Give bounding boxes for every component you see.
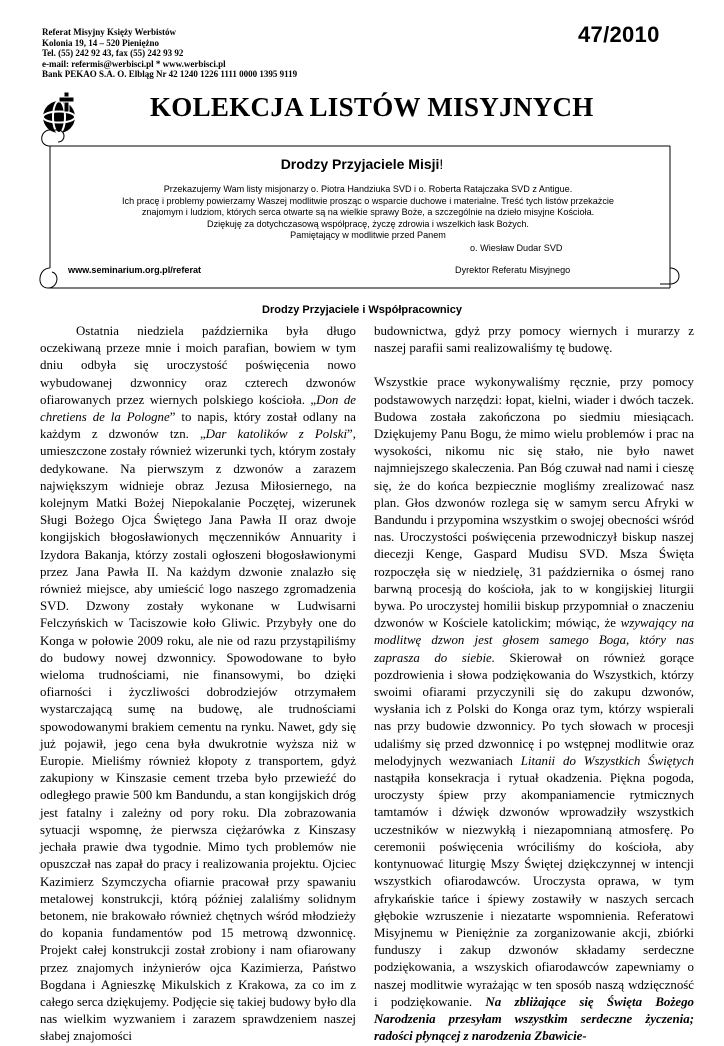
header-contact-block	[42, 27, 297, 80]
box-signer: o. Wiesław Dudar SVD	[470, 243, 563, 253]
left-column	[40, 323, 356, 1046]
italic-run: Litanii do Wszystkich Świętych	[520, 753, 695, 768]
box-line: Pamiętający w modlitwie przed Panem	[290, 230, 446, 241]
italic-run: wzywający na modlitwę dzwon jest głosem samego Boga, który nas zaprasza do siebie.	[374, 616, 694, 665]
greeting-mark: !	[439, 156, 444, 172]
text-run: nastąpiła konsekracja i rytuał okadzenia. Piękna pogoda, uroczysty śpiew przy akompaniamencie rytmicznych tamtamów i dźwięk dzwonów wprowadziły wszystkich uczestników w niezwykłą i niezapomnianą atmosferę. Po ceremonii poświęcenia wróciliśmy do kościoła, aby kontynuować liturgię Mszy Świętej dziękczynnej w intencji wszystkich ofiarodawców. Uroczysta oprawa, w tym afrykańskie tańce i śpiewy zostawiły w naszych sercach głębokie wzruszenie i niezatarte wspomnienia. Referatowi Misyjnemu w Pieniężnie za zorganizowanie akcji, zbiórki funduszy i zakup dzwonów składamy serdeczne podziękowania, a wszyskich ofiarodawców zapewniamy o naszej modlitwie wyrażając w ten sposób naszą wdzięczność i podziękowanie.	[374, 771, 694, 1009]
org-phone: Tel. (55) 242 92 43, fax (55) 242 93 92	[42, 48, 184, 59]
box-line: znajomym i ludziom, których serca otwarte są na wielkie sprawy Boże, a szczególnie na dzieło misyjne Kościoła.	[141, 207, 595, 218]
issue-number: 47/2010	[578, 22, 660, 47]
text-run: ” to napis, który został odlany na każdym z dzwonów tzn. „	[40, 410, 357, 442]
greeting-text: Drodzy Przyjaciele Misji	[280, 156, 440, 172]
org-name: Referat Misyjny Księży Werbistów	[42, 27, 177, 37]
italic-run: Don de chretiens de la Pologne	[40, 392, 357, 425]
right-paragraph-1: budownictwa, gdyż przy pomocy wiernych i murarzy z naszej parafii sami realizowaliśmy tę budowę.	[374, 324, 694, 356]
box-line: Dziękuję za dotychczasową współpracę, życzę zdrowia i wszelkich łask Bożych.	[207, 218, 529, 229]
org-email: e-mail: refermis@werbisci.pl * www.werbisci.pl	[42, 58, 226, 69]
bold-italic-run: Na zbliżające się Święta Bożego Narodzenia przesyłam wszystkim serdeczne życzenia; radości płynącej z narodzenia Zbawicie-	[374, 994, 694, 1044]
section-title: Drodzy Przyjaciele i Współpracownicy	[262, 304, 462, 316]
box-greeting	[0, 156, 724, 172]
signer-title: Dyrektor Referatu Misyjnego	[455, 265, 571, 275]
left-paragraph	[40, 323, 356, 1046]
text-run: Wszystkie prace wykonywaliśmy ręcznie, przy pomocy podstawowych narzędzi: łopat, kielni, wiader i dwóch taczek. Budowa została zakończona po siedmiu miesiącach. Dziękujemy Panu Bogu, że mimo wielu problemów i prac na wysokości, nikomu nic się stało, nie było nawet najmniejszego skaleczenia. Pan Bóg czuwał nad nami i cieszę się, że do końca bezpiecznie mogliśmy zrealizować nasz plan. Głos dzwonów rozlega się w samym sercu Afryki w Bandundu i przypomina wszystkim o swojej obecności wśród nas. Uroczystości poświęcenia przewodniczył biskup naszej diecezji Kenge, Gaspard Mudisu SVD. Msza Święta rozpoczęła się w niedzielę, 31 października o ósmej rano barwną procesją do kościoła, jak to w kongijskiej liturgii bywa. Po uroczystej homilii biskup przypomniał o znaczeniu dzwonów w Kościele katolickim; mówiąc, że	[374, 375, 694, 631]
org-address: Kolonia 19, 14 – 520 Pieniężno	[42, 37, 159, 48]
org-bank: Bank PEKAO S.A. O. Elbląg Nr 42 1240 1226 1111 0000 1395 9119	[42, 69, 298, 80]
box-body	[68, 184, 668, 242]
italic-run: Dar katolików z Polski	[205, 427, 348, 442]
text-run: ”, umieszczone zostały również wizerunki tych, którym zostały dedykowane. Na pierwszym z dzwonów a zarazem największym widnieje obraz Jezusa Miłosiernego, na kolejnym Matki Bożej Niepokalanie Poczętej, wizerunek Sługi Bożego Ojca Świętego Jana Pawła II oraz dwoje kongijskich błogosławionych męczenników Annuarity i Izydora Bakanja, którzy zostali ogłoszeni błogosławionymi przez Jana Pawła II. Na każdym dzwonie znalazło się również miejsce, aby umieścić logo naszego zgromadzenia SVD. Dzwony zostały wykonane w Ludwisarni Felczyńskich w Taciszowie koło Gliwic. Przybyły one do Konga w połowie 2009 roku, ale nie od razu przystąpiliśmy do budowy nowej dzwonnicy. Spowodowane to było wieloma trudnościami, nie finansowymi, bo dzięki ofiarności i życzliwości dobrodziejów otrzymałem wystarczającą sumę na budowę, ale trudnościami spowodowanymi brakiem cementu na rynku. Nawet, gdy się już pojawił, jego cena była dwukrotnie wyższa niż w Europie. Mieliśmy również kłopoty z transportem, gdyż zakupiony w Kinszasie cement trzeba było przewieźć do odległego prawie 500 km Bandundu, a stan kongijskich dróg jest fatalny i zależny od pory roku. Dla zobrazowania sytuacji wspomnę, że pierwsza ciężarówka z Kinszasy jechała prawie dwa tygodnie. Mimo tych problemów nie opuszczał nas zapał do pracy i realizowania projektu. Ojciec Kazimierz Szymczycha ofiarnie pracował przy spawaniu metalowej konstrukcji, którą później zalaliśmy solidnym betonem, nie brakowało również chętnych wśród młodzieży do kopania fundamentów pod 15 metrową dzwonnicę. Projekt całej konstrukcji został zrobiony i nam ofiarowany przez znajomych inżynierów ojca Kazimierza, Państwo Bogdana i Agnieszkę Mikulskich z Krakowa, za co im z całego serca dziękujemy. Podjęcie się takiej budowy było dla nas wielkim wyzwaniem i zarazem sprawdzeniem naszej słabej znajomości	[40, 427, 356, 1044]
text-run: Skierował on również gorące pozdrowienia i słowa podziękowania do Wszystkich, którzy swoimi ofiarami przyczynili się do zakupu dzwonów, wysłania ich z Polski do Konga oraz tym, którzy wspierali nas przy budowie dzwonnicy. Po tych słowach w procesji udaliśmy się przed dzwonnicę i po wstępnej modlitwie oraz melodyjnych wezwaniach	[374, 650, 694, 768]
right-paragraph-2	[374, 374, 694, 1045]
right-column	[374, 323, 694, 1045]
text-run: Ostatnia niedziela października była długo oczekiwaną przeze mnie i moich parafian, bowiem w tym dniu odbyła się uroczystość poświęcenia nowo wybudowanej dzwonnicy oraz czterech dzwonów ofiarowanych przez wiernych polskiego kościoła. „	[40, 324, 356, 407]
website-link[interactable]: www.seminarium.org.pl/referat	[68, 265, 202, 275]
box-line: Przekazujemy Wam listy misjonarzy o. Piotra Handziuka SVD i o. Roberta Ratajczaka SVD z Antigue.	[163, 184, 573, 194]
box-line: Ich pracę i problemy powierzamy Waszej modlitwie prosząc o wsparcie duchowe i materialne. Treść tych listów przekażcie	[122, 195, 614, 206]
page-title: KOLEKCJA LISTÓW MISYJNYCH	[150, 92, 594, 122]
